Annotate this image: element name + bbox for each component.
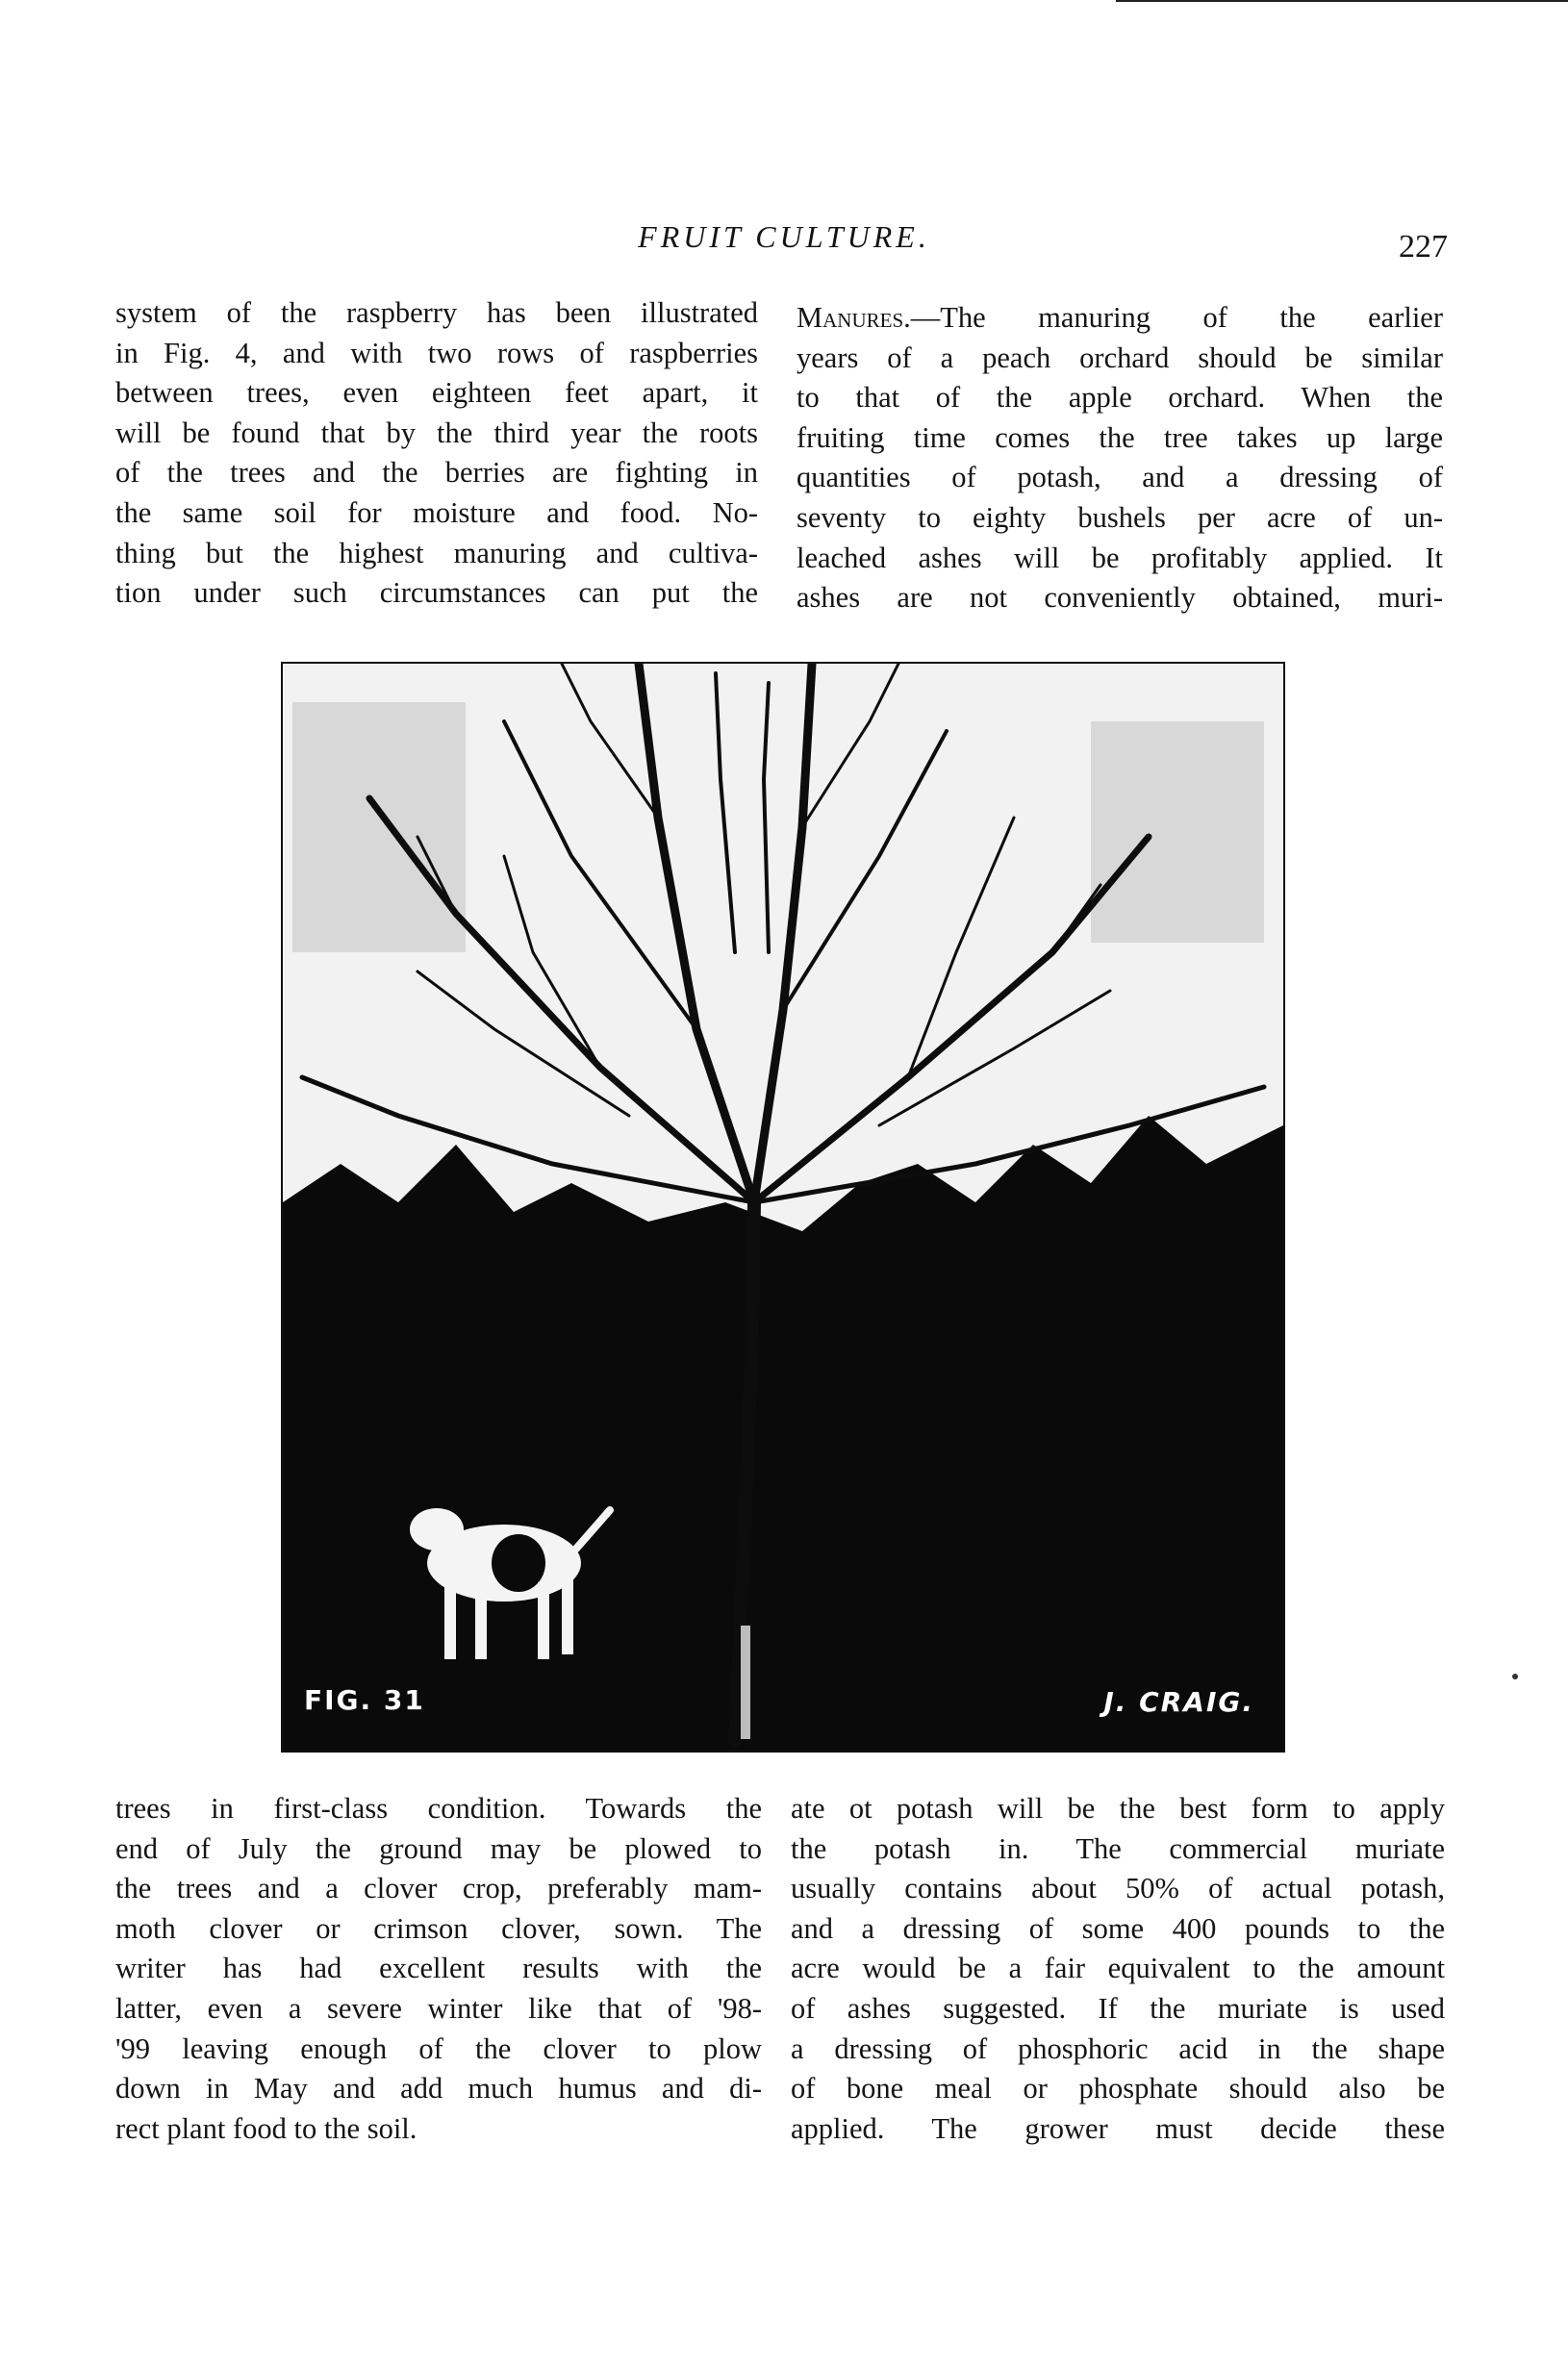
column-bottom-right xyxy=(791,1789,1445,2149)
text-line: a dressing of phosphoric acid in the shape xyxy=(791,2031,1445,2065)
column-top-left xyxy=(115,293,758,614)
text-line: of bone meal or phosphate should also be xyxy=(791,2072,1445,2106)
text-line: fruiting time comes the tree takes up large xyxy=(797,420,1443,454)
text-line: end of July the ground may be plowed to xyxy=(115,1831,762,1865)
text-line: between trees, even eighteen feet apart, it xyxy=(115,376,758,410)
text-line: will be found that by the third year the roots xyxy=(115,416,758,449)
text-line: thing but the highest manuring and cultiva- xyxy=(115,536,758,569)
text-line: trees in first-class condition. Towards the xyxy=(115,1792,762,1825)
page-number: 227 xyxy=(1399,229,1448,265)
text-line: in Fig. 4, and with two rows of raspberries xyxy=(115,336,758,369)
text-line: tion under such circumstances can put the xyxy=(115,576,758,610)
text-line: applied. The grower must decide these xyxy=(791,2111,1445,2145)
text-line: writer has had excellent results with the xyxy=(115,1952,762,1985)
figure-photograph xyxy=(281,662,1285,1753)
text-line: usually contains about 50% of actual potash, xyxy=(791,1872,1445,1905)
text-line: acre would be a fair equivalent to the amount xyxy=(791,1952,1445,1985)
text-fragment: —The manuring of the earlier xyxy=(910,301,1443,334)
text-line: the trees and a clover crop, preferably mam- xyxy=(115,1872,762,1905)
text-line: moth clover or crimson clover, sown. The xyxy=(115,1911,762,1945)
text-line: the potash in. The commercial muriate xyxy=(791,1831,1445,1865)
text-line: ashes are not conveniently obtained, muri- xyxy=(797,581,1443,615)
text-line: of the trees and the berries are fighting in xyxy=(115,456,758,490)
text-line: ate ot potash will be the best form to apply xyxy=(791,1792,1445,1825)
text-line: quantities of potash, and a dressing of xyxy=(797,461,1443,494)
text-line: system of the raspberry has been illustrated xyxy=(115,296,758,329)
text-line: latter, even a severe winter like that of '98- xyxy=(115,1991,762,2025)
text-line: seventy to eighty bushels per acre of un- xyxy=(797,500,1443,534)
column-top-right xyxy=(797,298,1443,618)
figure-label: FIG. 31 xyxy=(304,1684,425,1716)
text-line: rect plant food to the soil. xyxy=(115,2111,417,2145)
text-line: to that of the apple orchard. When the xyxy=(797,381,1443,415)
text-line: '99 leaving enough of the clover to plow xyxy=(115,2031,762,2065)
column-bottom-left xyxy=(115,1789,762,2149)
ink-speck xyxy=(1512,1674,1518,1679)
text-line: the same soil for moisture and food. No- xyxy=(115,495,758,529)
tree-photo-illustration xyxy=(283,664,1283,1751)
text-line: and a dressing of some 400 pounds to the xyxy=(791,1911,1445,1945)
running-head: FRUIT CULTURE. xyxy=(638,219,930,254)
text-line: of ashes suggested. If the muriate is used xyxy=(791,1991,1445,2025)
text-line: leached ashes will be profitably applied. It xyxy=(797,541,1443,574)
text-line: years of a peach orchard should be similar xyxy=(797,341,1443,374)
top-rule xyxy=(1116,0,1568,2)
text-line: down in May and add much humus and di- xyxy=(115,2072,762,2106)
section-heading: Manures. xyxy=(797,301,911,334)
text-line-with-heading xyxy=(797,298,1443,339)
photo-credit: J. CRAIG. xyxy=(1103,1686,1254,1718)
